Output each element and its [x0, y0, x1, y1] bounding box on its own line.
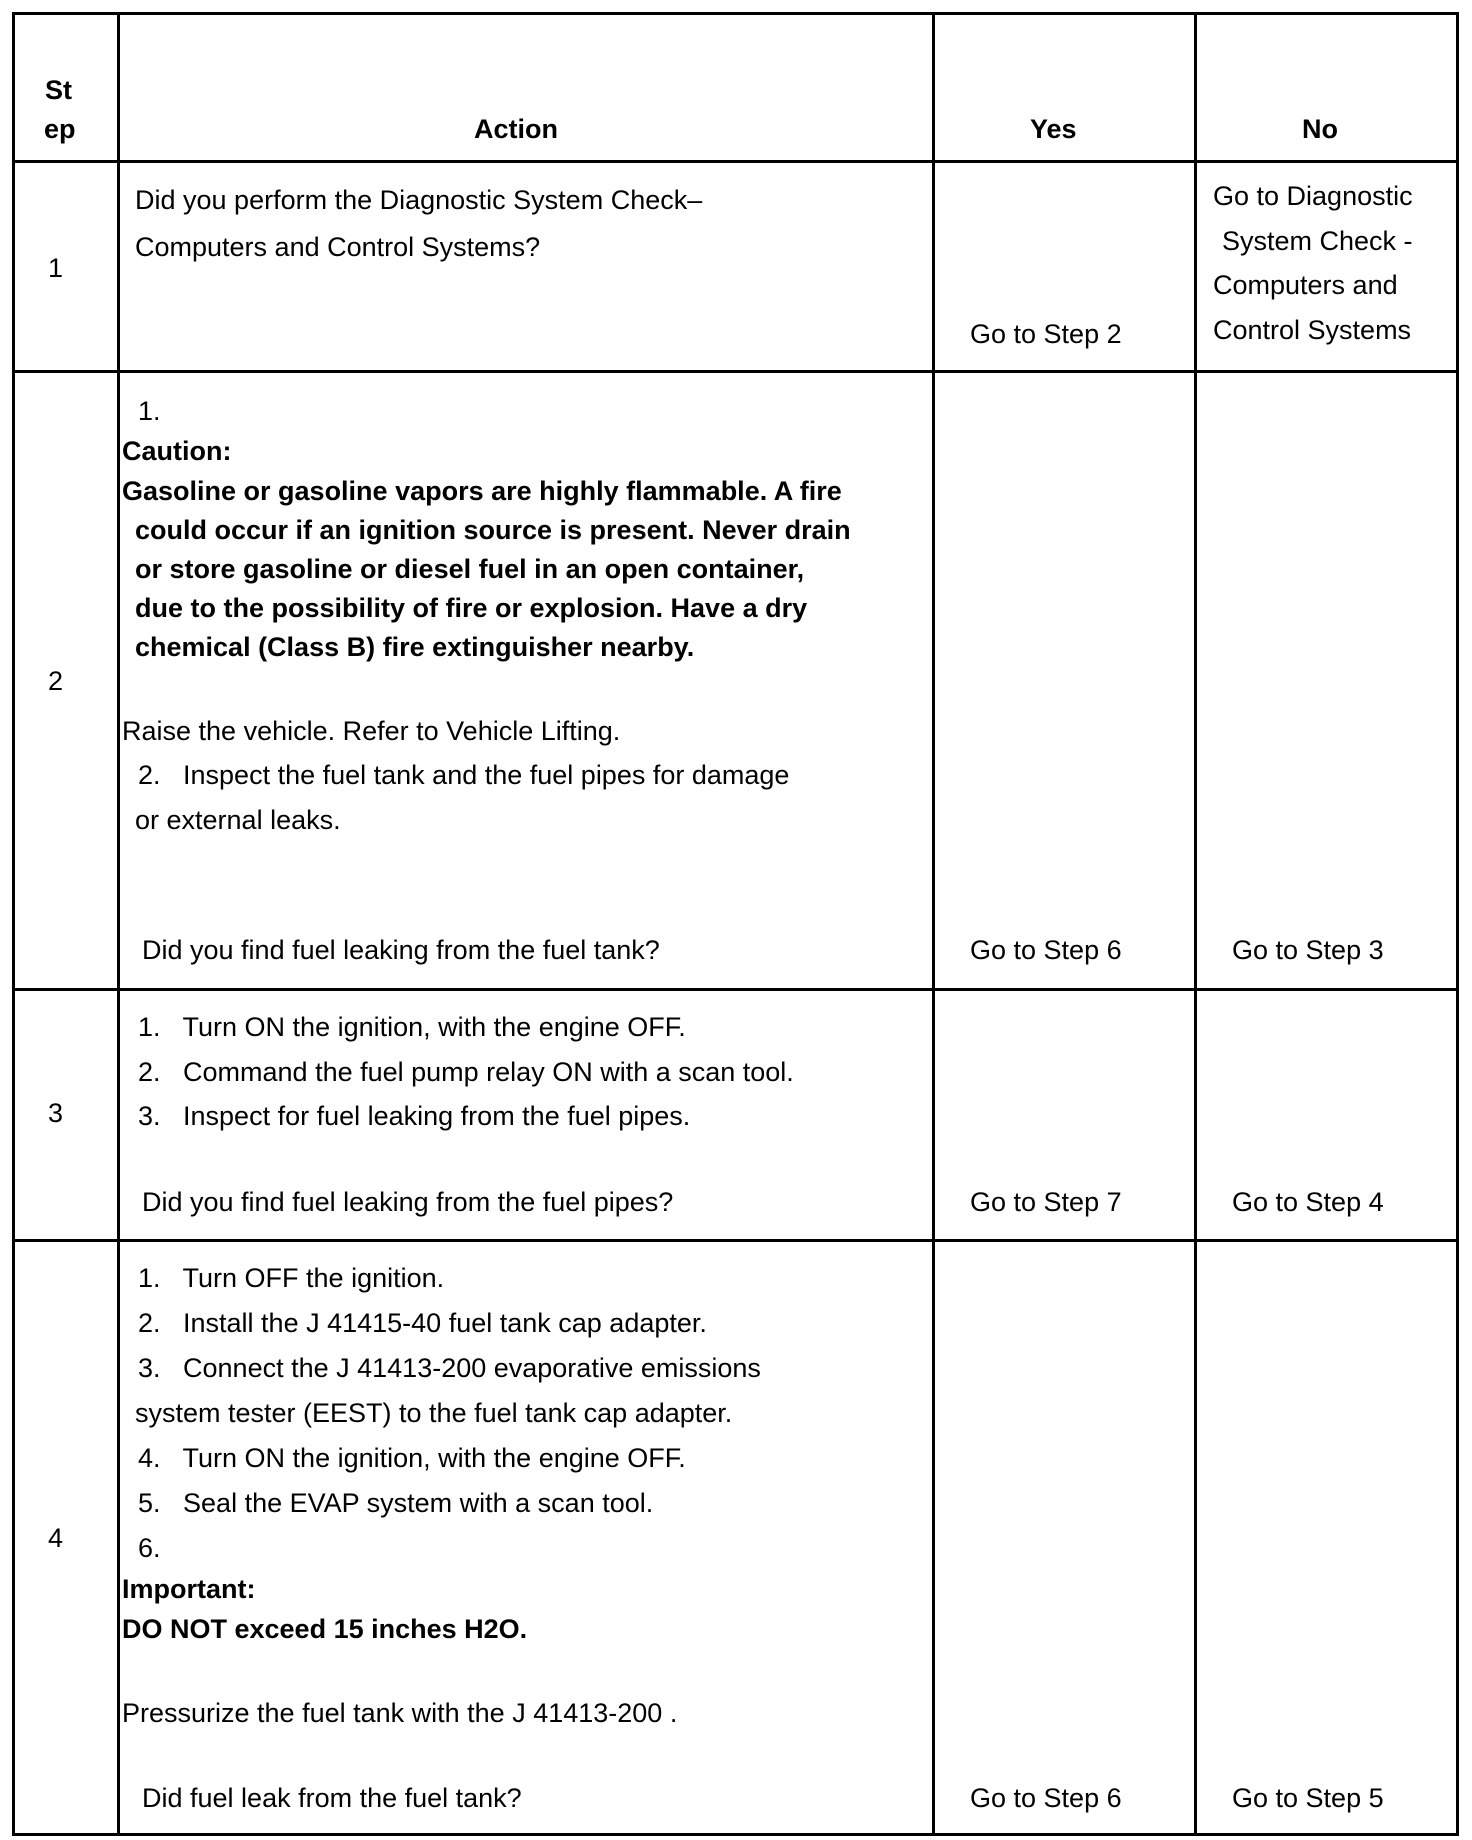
row-4-important-label: Important:	[122, 1574, 256, 1604]
header-divider	[12, 160, 1459, 163]
row-2-caution-line2: could occur if an ignition source is present. Never drain	[135, 515, 851, 545]
row-2-action-pre: 1.	[138, 396, 161, 426]
row-4-action-line1: 1. Turn OFF the ignition.	[138, 1263, 445, 1293]
row-4-step: 4	[48, 1523, 64, 1553]
row-4-action-line6: 5. Seal the EVAP system with a scan tool.	[138, 1488, 654, 1518]
column-divider-action	[932, 12, 935, 1836]
header-step-line1: St	[45, 75, 72, 105]
row-4-action-line7: 6.	[138, 1533, 161, 1563]
row-1-no-line2: System Check -	[1222, 226, 1413, 256]
row-4-action-line3: 3. Connect the J 41413-200 evaporative emissions	[138, 1353, 761, 1383]
row-2-action-line2: 2. Inspect the fuel tank and the fuel pipes for damage	[138, 760, 790, 790]
table-border-top	[12, 12, 1459, 15]
row-3-yes: Go to Step 7	[970, 1187, 1122, 1217]
row-1-no-line1: Go to Diagnostic	[1213, 181, 1413, 211]
row-1-action-line1: Did you perform the Diagnostic System Check–	[135, 185, 703, 215]
header-step-line2: ep	[44, 114, 76, 144]
row-4-yes: Go to Step 6	[970, 1783, 1122, 1813]
row-3-no: Go to Step 4	[1232, 1187, 1384, 1217]
row-4-important-text: DO NOT exceed 15 inches H2O.	[122, 1614, 528, 1644]
row-1-step: 1	[48, 253, 64, 283]
row-2-caution-line3: or store gasoline or diesel fuel in an open container,	[135, 554, 805, 584]
row-divider-3	[12, 1239, 1459, 1242]
table-border-bottom	[12, 1833, 1459, 1836]
row-1-action-line2: Computers and Control Systems?	[135, 232, 541, 262]
table-border-right	[1456, 12, 1459, 1836]
row-3-step: 3	[48, 1098, 64, 1128]
row-2-action-line3: or external leaks.	[135, 805, 341, 835]
row-2-no: Go to Step 3	[1232, 935, 1384, 965]
row-3-action-line3: 3. Inspect for fuel leaking from the fuel pipes.	[138, 1101, 691, 1131]
row-4-action-post: Pressurize the fuel tank with the J 41413-200 .	[122, 1698, 678, 1728]
row-1-no-line4: Control Systems	[1213, 315, 1412, 345]
row-2-action-line1: Raise the vehicle. Refer to Vehicle Lifting.	[122, 716, 621, 746]
row-2-caution-line4: due to the possibility of fire or explosion. Have a dry	[135, 593, 808, 623]
row-1-no-line3: Computers and	[1213, 270, 1398, 300]
row-3-action-line2: 2. Command the fuel pump relay ON with a scan tool.	[138, 1057, 794, 1087]
header-no: No	[1302, 114, 1338, 144]
row-1-yes: Go to Step 2	[970, 319, 1122, 349]
row-divider-1	[12, 370, 1459, 373]
header-action: Action	[474, 114, 558, 144]
table-border-left	[12, 12, 15, 1836]
row-2-step: 2	[48, 666, 64, 696]
column-divider-yes	[1194, 12, 1197, 1836]
column-divider-step	[117, 12, 120, 1836]
row-4-no: Go to Step 5	[1232, 1783, 1384, 1813]
row-divider-2	[12, 988, 1459, 991]
row-4-question: Did fuel leak from the fuel tank?	[142, 1783, 522, 1813]
row-4-action-line4: system tester (EEST) to the fuel tank cap adapter.	[135, 1398, 733, 1428]
row-2-yes: Go to Step 6	[970, 935, 1122, 965]
row-3-question: Did you find fuel leaking from the fuel pipes?	[142, 1187, 674, 1217]
row-2-caution-label: Caution:	[122, 436, 232, 466]
row-4-action-line2: 2. Install the J 41415-40 fuel tank cap adapter.	[138, 1308, 707, 1338]
row-2-caution-line1: Gasoline or gasoline vapors are highly flammable. A fire	[122, 476, 842, 506]
row-4-action-line5: 4. Turn ON the ignition, with the engine OFF.	[138, 1443, 686, 1473]
header-yes: Yes	[1030, 114, 1077, 144]
row-3-action-line1: 1. Turn ON the ignition, with the engine OFF.	[138, 1012, 686, 1042]
row-2-caution-line5: chemical (Class B) fire extinguisher nearby.	[135, 632, 695, 662]
row-2-question: Did you find fuel leaking from the fuel tank?	[142, 935, 660, 965]
